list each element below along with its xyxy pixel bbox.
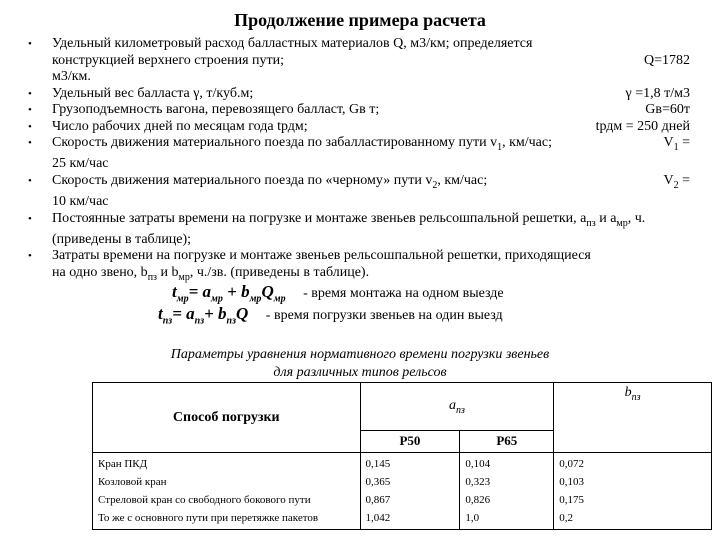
v2-label: $V_2$ =	[663, 172, 690, 191]
a-header: $a_{пз}$	[360, 383, 554, 431]
list-item-gv: • Грузоподъемность вагона, перевозящего балласт, Gв т; Gв=60т	[28, 102, 690, 117]
table-row: Козловой кран	[98, 476, 167, 488]
list-item-days: • Число рабочих дней по месяцам года tрдм; tрдм = 250 дней	[28, 118, 690, 134]
p50-cell: 0,145 0,365 0,867 1,042	[360, 453, 460, 530]
list-item-v2: • Скорость движения материального поезда по «черному» пути $v_2$, км/час; $V_2$ = 10 км/час	[28, 172, 690, 210]
table-row: Кран ПКД	[98, 458, 148, 470]
list-item-v1: • Скорость движения материального поезда по забалластированному пути $v_1$, км/час; $V_1$ = 25 км/час	[28, 135, 690, 172]
b-cell: 0,072 0,103 0,175 0,2	[554, 453, 712, 530]
gamma-value: γ =1,8 т/м3	[625, 85, 690, 101]
p65-cell: 0,104 0,323 0,826 1,0	[460, 453, 554, 530]
list-item-q: • Удельный километровый расход балластных материалов Q, м3/км; определяется конструкцией верхнего строения пути; Q=1782 м3/км.	[28, 36, 690, 84]
bullet-icon: •	[28, 38, 32, 50]
method-cell	[93, 453, 361, 530]
bullet-icon: •	[28, 212, 32, 225]
formula-loading: $t_{пз}= a_{пз}+ b_{пз}Q$ - время погрузки звеньев на один выезд	[158, 304, 503, 327]
list-item-gamma: • Удельный вес балласта γ, т/куб.м; γ =1,8 т/м3	[28, 85, 690, 101]
v1-label: $V_1$ =	[663, 135, 690, 153]
bullet-icon: •	[28, 250, 32, 263]
bullet-icon: •	[28, 87, 32, 100]
gv-value: Gв=60т	[645, 102, 690, 117]
method-header: Способ погрузки	[93, 383, 361, 453]
bullet-icon: •	[28, 137, 32, 149]
q-value: Q=1782	[643, 52, 690, 68]
list-item-const: • Постоянные затраты времени на погрузке и монтаже звеньев рельсошпальной решетки, $a_{пз}$ и $a_{мр}$, ч. (приведены в таблице);	[28, 210, 646, 247]
table-row: Стреловой кран со свободного бокового пути	[98, 494, 311, 506]
bullet-icon: •	[28, 104, 32, 116]
list-item-var: • Затраты времени на погрузке и монтаже звеньев рельсошпальной решетки, приходящиеся на одно звено, $b_{пз}$ и $b_{мр}$, ч./зв. (приведены в таблице).	[28, 248, 591, 283]
b-header: $b_{пз}$	[554, 383, 712, 453]
page-title: Продолжение примера расчета	[234, 10, 486, 30]
bullet-icon: •	[28, 120, 32, 133]
p65-header: Р65	[460, 431, 554, 453]
bullet-icon: •	[28, 174, 32, 187]
table-caption: Параметры уравнения нормативного времени погрузки звеньев для различных типов рельсов	[170, 347, 550, 380]
parameters-table	[92, 382, 712, 530]
parameter-list	[28, 36, 690, 286]
days-value: tрдм = 250 дней	[595, 118, 690, 134]
formula-montage: $t_{мр}= a_{мр} + b_{мр}Q_{мр}$ - время монтажа на одном выезде	[172, 282, 504, 305]
table-row: То же с основного пути при перетяжке пакетов	[98, 512, 319, 524]
p50-header: Р50	[360, 431, 460, 453]
